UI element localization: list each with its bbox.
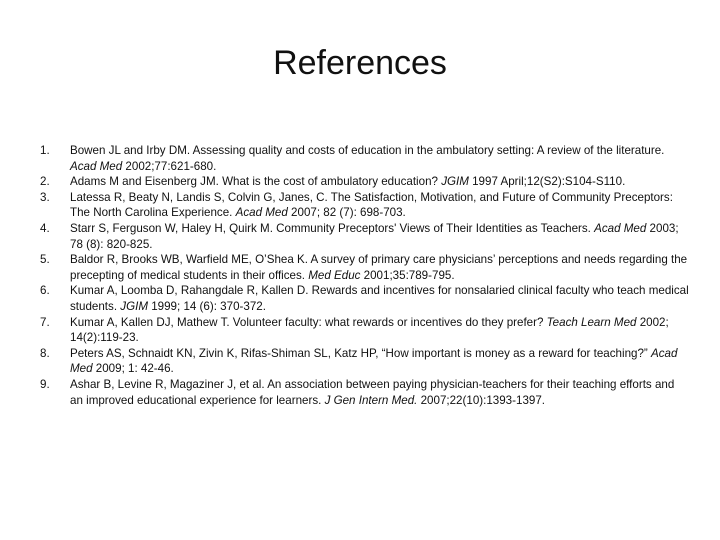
reference-item <box>40 143 690 174</box>
reference-body: Kumar A, Loomba D, Rahangdale R, Kallen D. Rewards and incentives for nonsalaried clinical faculty who teach medical students. <box>70 284 689 313</box>
reference-number: 3. <box>40 190 50 204</box>
reference-body: Kumar A, Kallen DJ, Mathew T. Volunteer faculty: what rewards or incentives do they prefer? <box>70 315 547 329</box>
journal-name: J Gen Intern Med. <box>324 393 418 407</box>
reference-item <box>40 174 690 190</box>
slide-title: References <box>273 44 447 82</box>
reference-text <box>70 346 690 377</box>
reference-citation: 2003; 78 (8): 820-825. <box>70 221 679 251</box>
reference-list <box>40 143 690 408</box>
reference-body: Latessa R, Beaty N, Landis S, Colvin G, Janes, C. The Satisfaction, Motivation, and Future of Community Preceptors: The North Carolina Experience. <box>70 190 673 220</box>
journal-name: Acad Med <box>70 346 678 376</box>
reference-number: 1. <box>40 144 50 157</box>
reference-item <box>40 315 690 346</box>
journal-name: Teach Learn Med <box>546 315 637 329</box>
reference-text <box>70 252 690 283</box>
reference-text <box>70 190 690 221</box>
journal-name: Acad Med <box>70 159 123 173</box>
reference-number: 7. <box>40 315 50 329</box>
journal-name: JGIM <box>441 175 469 189</box>
reference-citation: 2007;22(10):1393-1397. <box>417 393 546 407</box>
journal-name: JGIM <box>120 299 148 313</box>
reference-number: 8. <box>40 346 50 360</box>
reference-number: 2. <box>40 175 50 189</box>
reference-body: Starr S, Ferguson W, Haley H, Quirk M. Community Preceptors' Views of Their Identities as Teachers. <box>70 221 595 235</box>
reference-number: 4. <box>40 221 50 235</box>
reference-citation: 2002;77:621-680. <box>122 159 217 173</box>
reference-body: Ashar B, Levine R, Magaziner J, et al. An association between paying physician-teachers for their teaching efforts and an improved educational experience for learners. <box>70 377 675 407</box>
reference-body: Adams M and Eisenberg JM. What is the cost of ambulatory education? <box>70 175 442 189</box>
reference-item <box>40 252 690 283</box>
reference-citation: 1999; 14 (6): 370-372. <box>147 299 266 313</box>
reference-text <box>70 315 690 346</box>
reference-citation: 2001;35:789-795. <box>360 268 455 282</box>
reference-text <box>70 377 690 408</box>
reference-text <box>70 221 690 252</box>
reference-item <box>40 377 690 408</box>
reference-item <box>40 346 690 377</box>
reference-number: 9. <box>40 377 50 391</box>
reference-body: Baldor R, Brooks WB, Warfield ME, O’Shea K. A survey of primary care physicians’ perceptions and needs regarding the precepting of medical students in their offices. <box>70 253 688 282</box>
reference-item <box>40 190 690 221</box>
reference-text <box>70 283 690 314</box>
reference-citation: 2002; 14(2):119-23. <box>70 315 669 345</box>
journal-name: Med Educ <box>308 268 361 282</box>
reference-body: Bowen JL and Irby DM. Assessing quality and costs of education in the ambulatory setting: A review of the literature. <box>70 144 665 157</box>
reference-number: 6. <box>40 284 50 298</box>
reference-citation: 2007; 82 (7): 698-703. <box>287 206 406 220</box>
reference-citation: 1997 April;12(S2):S104-S110. <box>468 175 626 189</box>
reference-number: 5. <box>40 253 50 267</box>
reference-text <box>70 143 690 174</box>
reference-item <box>40 221 690 252</box>
reference-item <box>40 283 690 314</box>
reference-text <box>70 174 690 190</box>
reference-body: Peters AS, Schnaidt KN, Zivin K, Rifas-Shiman SL, Katz HP, “How important is money as a reward for teaching?” <box>70 346 652 360</box>
reference-citation: 2009; 1: 42-46. <box>92 362 174 376</box>
journal-name: Acad Med <box>235 206 288 220</box>
journal-name: Acad Med <box>594 221 647 235</box>
